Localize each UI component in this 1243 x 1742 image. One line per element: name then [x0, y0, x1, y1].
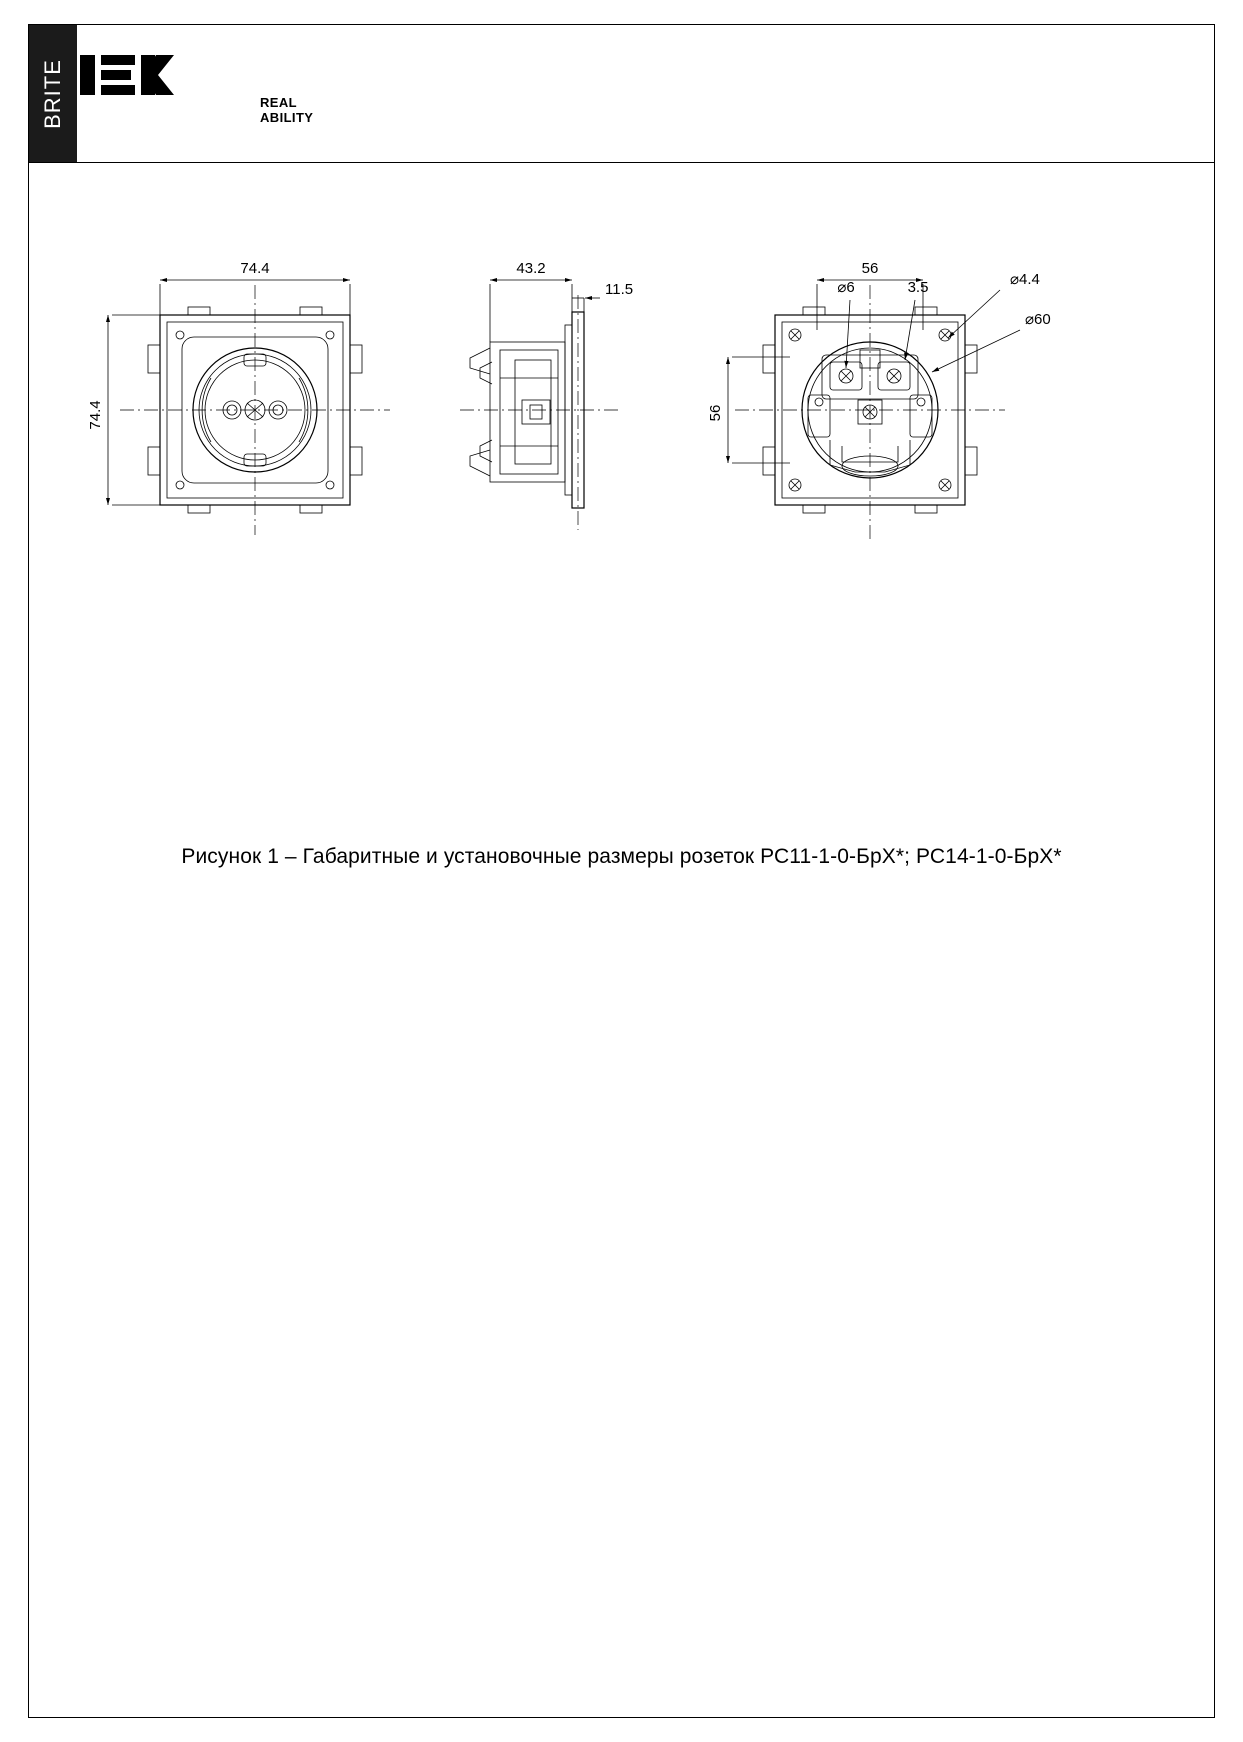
figure-caption: Рисунок 1 – Габаритные и установочные размеры розеток РС11-1-0-БрХ*; РС14-1-0-БрХ* [181, 845, 1062, 868]
front-view [87, 260, 390, 535]
brand-tagline [260, 95, 313, 125]
series-tab-label: BRITE [40, 58, 65, 129]
side-depth-dimension: 43.2 [516, 260, 546, 277]
series-tab [29, 25, 77, 162]
brand-tagline-line1: REAL [260, 95, 297, 110]
hole-diameter-60-label: ⌀60 [1025, 311, 1051, 328]
hole-diameter-4-4-label: ⌀4.4 [1010, 271, 1040, 288]
dimension-3-5-label: 3.5 [907, 279, 929, 296]
technical-drawing [60, 250, 1180, 610]
front-height-dimension: 74.4 [87, 400, 104, 430]
header-divider [29, 162, 1214, 163]
rear-width-dimension: 56 [861, 260, 879, 277]
side-plate-thickness-dimension: 11.5 [605, 281, 634, 298]
brand-tagline-line2: ABILITY [260, 110, 314, 125]
rear-height-dimension: 56 [707, 404, 724, 422]
hole-diameter-6-label: ⌀6 [837, 279, 855, 296]
brand-logo [78, 47, 314, 125]
front-width-dimension: 74.4 [240, 260, 270, 277]
rear-view [707, 260, 1051, 540]
side-view [460, 260, 633, 530]
